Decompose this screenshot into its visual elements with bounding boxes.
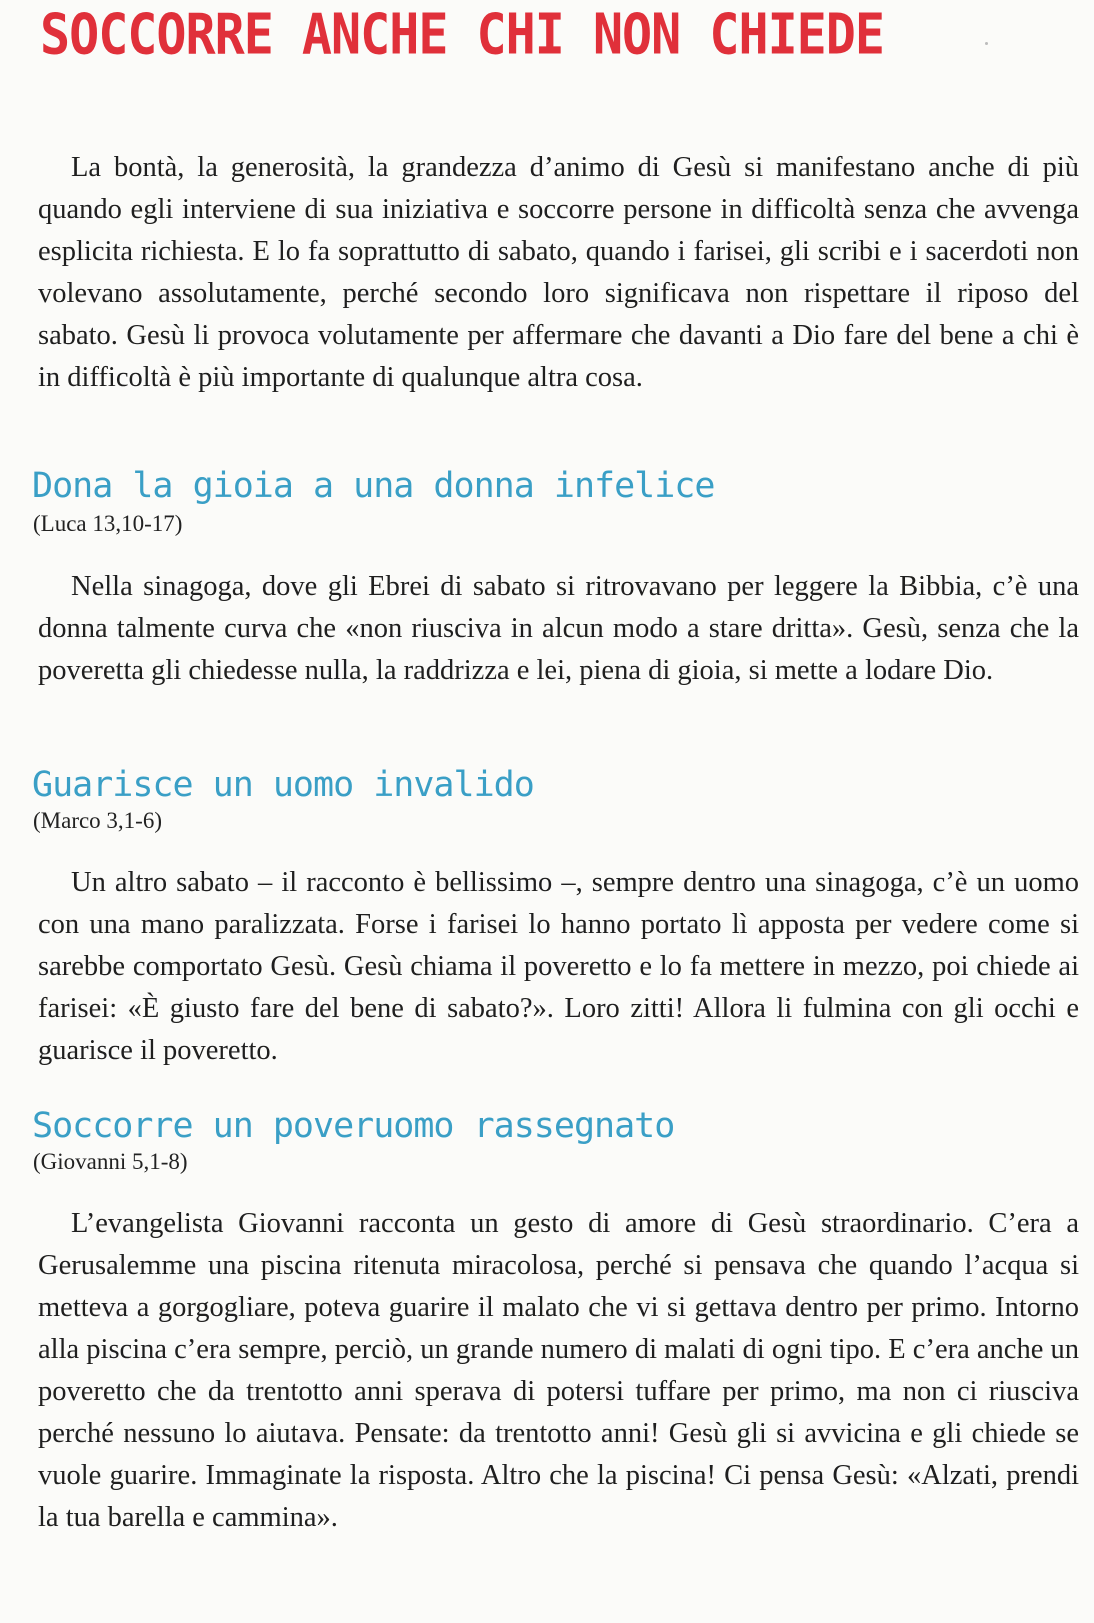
section-title-rassegnato: Soccorre un poveruomo rassegnato xyxy=(32,1106,675,1146)
paper-speck xyxy=(985,42,988,45)
section-paragraph-invalido: Un altro sabato – il racconto è bellissimo –, sempre dentro una sinagoga, c’è un uomo con una mano paralizzata. Forse i farisei lo hanno portato lì apposta per vedere come si sarebbe comportato Gesù. Gesù chiama il poveretto e lo fa mettere in mezzo, poi chiede ai farisei: «È giusto fare del bene di sabato?». Loro zitti! Allora li fulmina con gli occhi e guarisce il poveretto. xyxy=(38,867,1079,1066)
section-paragraph-rassegnato: L’evangelista Giovanni racconta un gesto di amore di Gesù straordinario. C’era a Gerusalemme una piscina ritenuta miracolosa, perché si pensava che quando l’acqua si metteva a gorgogliare, poteva guarire il malato che vi si gettava dentro per primo. Intorno alla piscina c’era sempre, perciò, un grande numero di malati di ogni tipo. E c’era anche un poveretto che da trentotto anni sperava di potersi tuffare per primo, ma non ci riusciva perché nessuno lo aiutava. Pensate: da trentotto anni! Gesù gli si avvicina e gli chiede se vuole guarire. Immaginate la risposta. Altro che la piscina! Ci pensa Gesù: «Alzati, prendi la tua barella e cammina». xyxy=(38,1208,1079,1533)
section-reference-invalido: (Marco 3,1-6) xyxy=(33,808,163,833)
section-reference-donna: (Luca 13,10-17) xyxy=(33,511,183,536)
section-reference-rassegnato: (Giovanni 5,1-8) xyxy=(33,1149,188,1174)
page-title: SOCCORRE ANCHE CHI NON CHIEDE xyxy=(40,2,884,67)
section-paragraph-donna: Nella sinagoga, dove gli Ebrei di sabato si ritrovavano per leggere la Bibbia, c’è una donna talmente curva che «non riusciva in alcun modo a stare dritta». Gesù, senza che la poveretta gli chiedesse nulla, la raddrizza e lei, piena di gioia, si mette a lodare Dio. xyxy=(38,571,1079,686)
intro-paragraph: La bontà, la generosità, la grandezza d’animo di Gesù si manifestano anche di più quando egli interviene di sua iniziativa e soccorre persone in difficoltà senza che avvenga esplicita richiesta. E lo fa soprattutto di sabato, quando i farisei, gli scribi e i sacerdoti non volevano assolutamente, perché secondo loro significava non rispettare il riposo del sabato. Gesù li provoca volutamente per affermare che davanti a Dio fare del bene a chi è in difficoltà è più importante di qualunque altra cosa. xyxy=(38,152,1079,393)
section-title-invalido: Guarisce un uomo invalido xyxy=(32,765,534,805)
section-title-donna: Dona la gioia a una donna infelice xyxy=(32,466,715,506)
